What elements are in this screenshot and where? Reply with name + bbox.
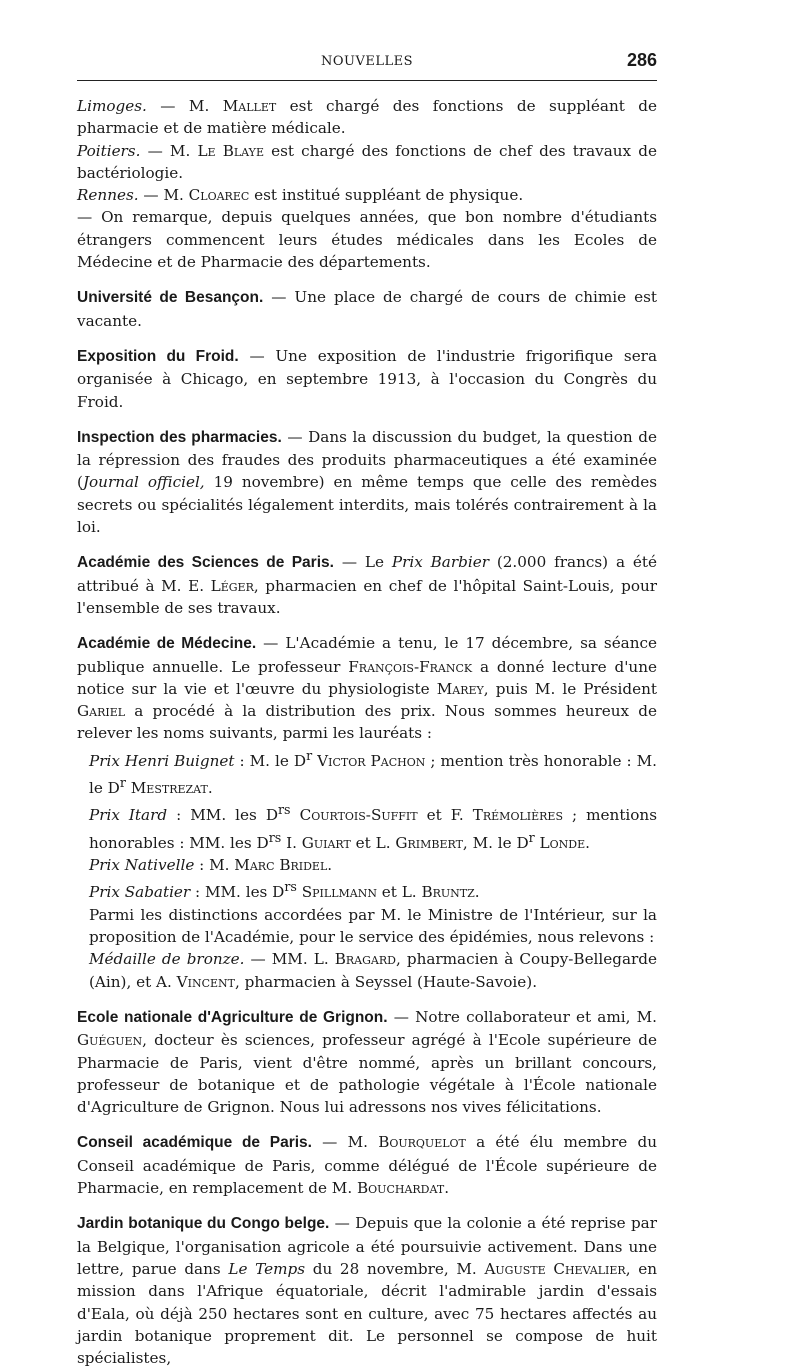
person-name: Léger [210, 576, 254, 595]
person-name: Mestrezat [130, 779, 208, 798]
text-run: est chargé des fonctions de chef des travaux de bactériologie. [77, 141, 657, 182]
text-run: : M. le D [234, 751, 307, 770]
person-name: Cloarec [188, 186, 250, 205]
text-run: . [327, 856, 333, 875]
page-number: 286 [626, 50, 657, 70]
text-run: et L. [376, 883, 422, 902]
text-run: : M. [194, 856, 235, 875]
text-run: — Une exposition de l'industrie frigorifique sera organisée à Chicago, en septembre 1913, à l'occasion du Congrès du Froid. [77, 346, 657, 411]
section-heading: Inspection des pharmacies. [77, 428, 282, 446]
text-run: — MM. L. [244, 950, 335, 969]
person-name: Victor Pachon [317, 751, 426, 770]
text-run: — M. [140, 141, 198, 160]
text-run: du 28 novembre, M. [305, 1259, 485, 1278]
text-run: — Notre collaborateur et ami, M. [387, 1008, 657, 1026]
section-congo [77, 1212, 657, 1369]
text-run: 19 novembre) en même temps que celle des remèdes secrets ou spécialités légalement interdits, mais tolérés contrairement à la loi. [77, 473, 657, 537]
text-run [291, 807, 300, 825]
text-run: — Le [333, 553, 392, 572]
superscript: r [306, 747, 313, 763]
text-run: , pharmacien en chef de l'hôpital Saint-Louis, pour l'ensemble de ses travaux. [77, 576, 658, 617]
text-run: . [207, 779, 213, 798]
prize-buignet [77, 745, 657, 800]
section-heading: Université de Besançon. [77, 289, 264, 307]
medal-name: Médaille de bronze. [89, 950, 245, 969]
person-name: Marey [436, 679, 484, 698]
section-besancon [77, 286, 657, 332]
person-name: François-Franck [348, 657, 473, 676]
page-header [77, 48, 657, 74]
section-academie-medecine [77, 632, 657, 744]
person-name: Gariel [77, 702, 126, 721]
text-run: : MM. les D [167, 806, 278, 825]
text-run: ; mentions honorables : MM. les D [89, 806, 658, 852]
prize-name: Prix Sabatier [89, 883, 191, 902]
text-run: (2.000 francs) a été attribué à M. E. [77, 553, 657, 595]
prize-name: Prix Nativelle [89, 856, 195, 875]
medal-bronze [77, 948, 657, 993]
paragraph-limoges [77, 95, 657, 140]
person-name: Le Blaye [197, 141, 264, 160]
person-name: Londe [539, 833, 586, 852]
text-run: a procédé à la distribution des prix. Nous sommes heureux de relever les noms suivants, parmi les lauréats : [77, 702, 657, 743]
paragraph-etudiants: — On remarque, depuis quelques années, que bon nombre d'étudiants étrangers commencent leurs études médicales dans les Ecoles de Médecine et de Pharmacie des départements. [77, 208, 657, 272]
person-name: Courtois-Suffit [299, 806, 418, 825]
person-name: Auguste Chevalier [484, 1259, 626, 1278]
text-run: est chargé des fonctions de suppléant de pharmacie et de matière médicale. [77, 97, 657, 138]
section-froid [77, 345, 657, 413]
paragraph-poitiers [77, 140, 657, 185]
prize-name: Prix Henri Buignet [89, 751, 235, 770]
text-run: , pharmacien à Seyssel (Haute-Savoie). [235, 972, 538, 991]
text-run: — Depuis que la colonie a été reprise par la Belgique, l'organisation agricole a été poursuivie activement. Dans une lettre, parue dans [77, 1214, 657, 1278]
section-heading: Académie des Sciences de Paris. [77, 554, 334, 572]
text-run: — Dans la discussion du budget, la question de la répression des fraudes des produits pharmaceutiques a été examinée ( [77, 427, 657, 492]
person-name: Trémolières [472, 806, 563, 825]
text-run: et L. [350, 833, 396, 852]
prize-itard [77, 799, 657, 854]
person-name: Guiart [301, 833, 351, 852]
text-run: a donné lecture d'une notice sur la vie et l'œuvre du physiologiste [77, 657, 657, 698]
text-run: I. [281, 833, 302, 852]
section-inspection [77, 426, 657, 538]
person-name: Marc Bridel [234, 856, 328, 875]
text-run: a été élu membre du Conseil académique de Paris, comme délégué de l'École supérieure de Pharmacie, en remplacement de M. [77, 1133, 657, 1198]
text-run: , pharmacien à Coupy-Bellegarde (Ain), et A. [89, 950, 658, 991]
person-name: Bragard [334, 950, 396, 969]
person-name: Grimbert [395, 833, 463, 852]
article-body [77, 95, 657, 1369]
paragraph-rennes [77, 184, 657, 206]
text-run: , docteur ès sciences, professeur agrégé à l'Ecole supérieure de Pharmacie de Paris, vient d'être nommé, après un brillant concours, professeur de botanique et de pathologie végétale à l'École nationale d'Agriculture de Grignon. Nous lui adressons nos vives félicitations. [77, 1031, 657, 1117]
superscript: r [119, 775, 126, 791]
text-run: . [474, 883, 480, 902]
person-name: Spillmann [301, 883, 377, 902]
person-name: Vincent [176, 972, 236, 991]
text-run: . [585, 833, 590, 852]
text-run: est institué suppléant de physique. [249, 186, 524, 205]
superscript: rs [268, 829, 282, 845]
person-name: Bouchardat [357, 1179, 445, 1198]
superscript: rs [284, 879, 297, 895]
person-name: Guéguen [77, 1031, 143, 1050]
city-name: Rennes. [77, 186, 139, 205]
city-name: Limoges. [77, 97, 147, 115]
text-run: , en mission dans l'Afrique équatoriale, décrit l'admirable jardin d'essais d'Eala, où déjà 250 hectares sont en culture, avec 75 hectares affectés au jardin botanique proprement dit. Le personnel se compose de huit spécialistes, [77, 1259, 657, 1368]
section-heading: Conseil académique de Paris. [77, 1134, 312, 1152]
section-heading: Jardin botanique du Congo belge. [77, 1215, 330, 1233]
prize-name: Prix Itard [89, 806, 168, 825]
text-run: — M. [311, 1133, 379, 1152]
superscript: r [528, 829, 535, 845]
text-run: , puis M. le Président [483, 679, 657, 698]
text-run: — Une place de chargé de cours de chimie est vacante. [77, 288, 657, 330]
newspaper-title: Le Temps [228, 1259, 306, 1278]
text-run: . [444, 1179, 450, 1198]
prize-sabatier [77, 876, 657, 903]
running-title: NOUVELLES [320, 54, 414, 69]
prize-name: Prix Barbier [391, 553, 489, 572]
section-conseil [77, 1131, 657, 1199]
section-heading: Ecole nationale d'Agriculture de Grignon. [77, 1009, 388, 1026]
paragraph-distinctions: Parmi les distinctions accordées par M. le Ministre de l'Intérieur, sur la proposition de l'Académie, pour le service des épidémies, nous relevons : [89, 905, 657, 947]
text-run: — M. [138, 186, 189, 205]
section-heading: Exposition du Froid. [77, 347, 239, 365]
section-grignon [77, 1006, 657, 1118]
section-academie-sciences [77, 551, 657, 619]
text-run: — L'Académie a tenu, le 17 décembre, sa séance publique annuelle. Le professeur [77, 634, 658, 676]
journal-title: Journal officiel, [82, 473, 205, 492]
person-name: Mallet [222, 97, 277, 115]
prize-nativelle [77, 854, 657, 876]
text-run: ; mention très honorable : M. le D [89, 751, 658, 798]
person-name: Bruntz [421, 883, 475, 902]
superscript: rs [278, 802, 291, 818]
text-run: , M. le D [462, 833, 529, 852]
text-run: — M. [146, 97, 223, 115]
city-name: Poitiers. [77, 141, 141, 160]
text-run: et F. [417, 806, 473, 825]
header-rule [77, 80, 657, 81]
person-name: Bourquelot [378, 1133, 466, 1152]
text-run: : MM. les D [190, 883, 285, 902]
section-heading: Académie de Médecine. [77, 635, 257, 653]
